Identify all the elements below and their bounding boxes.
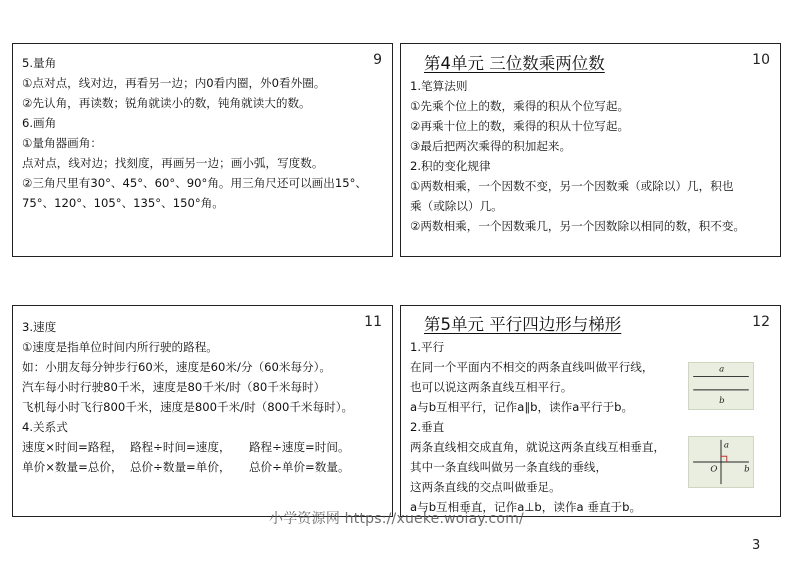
parallel-label-b: b bbox=[719, 396, 725, 407]
text-line: 在同一个平面内不相交的两条直线叫做平行线， bbox=[410, 360, 654, 374]
text-line: 点对点，线对边；找刻度，再画另一边；画小弧，写度数。 bbox=[22, 156, 324, 170]
text-line: ②先认角，再读数；锐角就读小的数，钝角就读大的数。 bbox=[22, 96, 311, 110]
card-12 bbox=[400, 305, 781, 517]
card-number: 9 bbox=[373, 52, 382, 68]
text-line: ①量角器画角： bbox=[22, 136, 102, 150]
parallel-label-a: a bbox=[719, 364, 725, 375]
text-line: 汽车每小时行驶80千米，速度是80千米/时（80千米每时） bbox=[22, 380, 326, 394]
unit-title: 第5单元 平行四边形与梯形 bbox=[424, 315, 622, 334]
section-heading: 1.平行 bbox=[410, 340, 445, 354]
text-line: ②再乘十位上的数，乘得的积从十位写起。 bbox=[410, 119, 630, 133]
parallel-lines-figure bbox=[688, 362, 754, 410]
watermark: 小学资源网 https://xueke.woiay.com/ bbox=[269, 511, 524, 527]
text-line: 如：小朋友每分钟步行60米，速度是60米/分（60米每分）。 bbox=[22, 360, 332, 374]
unit-title: 第4单元 三位数乘两位数 bbox=[424, 54, 605, 73]
text-line: 飞机每小时飞行800千米，速度是800千米/时（800千米每时）。 bbox=[22, 400, 354, 414]
foot-label-o: O bbox=[710, 464, 718, 475]
card-number: 12 bbox=[752, 314, 770, 330]
text-line: ①两数相乘，一个因数不变，另一个因数乘（或除以）几，积也 bbox=[410, 179, 734, 193]
text-line: ①速度是指单位时间内所行驶的路程。 bbox=[22, 340, 218, 354]
section-heading: 6.画角 bbox=[22, 116, 57, 130]
text-line: 75°、120°、105°、135°、150°角。 bbox=[22, 196, 224, 210]
text-line: a与b互相垂直，记作a⊥b，读作a 垂直于b。 bbox=[410, 500, 642, 514]
text-line: ①先乘个位上的数，乘得的积从个位写起。 bbox=[410, 99, 630, 113]
section-heading: 4.关系式 bbox=[22, 420, 68, 434]
text-line: ①点对点，线对边，再看另一边；内0看内圈，外0看外圈。 bbox=[22, 76, 326, 90]
card-11 bbox=[12, 305, 393, 517]
text-line: 两条直线相交成直角，就说这两条直线互相垂直， bbox=[410, 440, 666, 454]
section-heading: 1.笔算法则 bbox=[410, 79, 468, 93]
perpendicular-label-b: b bbox=[744, 464, 750, 475]
formula-line: 单价×数量=总价， 总价÷数量=单价， 总价÷单价=数量。 bbox=[22, 460, 350, 474]
card-10 bbox=[400, 43, 781, 257]
section-heading: 2.积的变化规律 bbox=[410, 159, 491, 173]
text-line: 其中一条直线叫做另一条直线的垂线， bbox=[410, 460, 608, 474]
right-angle-mark bbox=[721, 456, 727, 462]
text-line: 这两条直线的交点叫做垂足。 bbox=[410, 480, 561, 494]
text-line: 也可以说这两条直线互相平行。 bbox=[410, 380, 573, 394]
card-number: 10 bbox=[752, 52, 770, 68]
card-9 bbox=[12, 43, 393, 257]
section-heading: 5.量角 bbox=[22, 56, 57, 70]
text-line: ②两数相乘，一个因数乘几，另一个因数除以相同的数，积不变。 bbox=[410, 219, 746, 233]
page-number: 3 bbox=[752, 538, 761, 553]
card-number: 11 bbox=[364, 314, 382, 330]
formula-line: 速度×时间=路程， 路程÷时间=速度， 路程÷速度=时间。 bbox=[22, 440, 350, 454]
text-line: ②三角尺里有30°、45°、60°、90°角。用三角尺还可以画出15°、 bbox=[22, 176, 368, 190]
section-heading: 3.速度 bbox=[22, 320, 57, 334]
perpendicular-lines-figure bbox=[688, 436, 754, 488]
text-line: a与b互相平行，记作a∥b，读作a平行于b。 bbox=[410, 400, 634, 414]
text-line: ③最后把两次乘得的积加起来。 bbox=[410, 139, 572, 153]
section-heading: 2.垂直 bbox=[410, 420, 445, 434]
text-line: 乘（或除以）几。 bbox=[410, 199, 503, 213]
perpendicular-label-a: a bbox=[723, 440, 730, 451]
